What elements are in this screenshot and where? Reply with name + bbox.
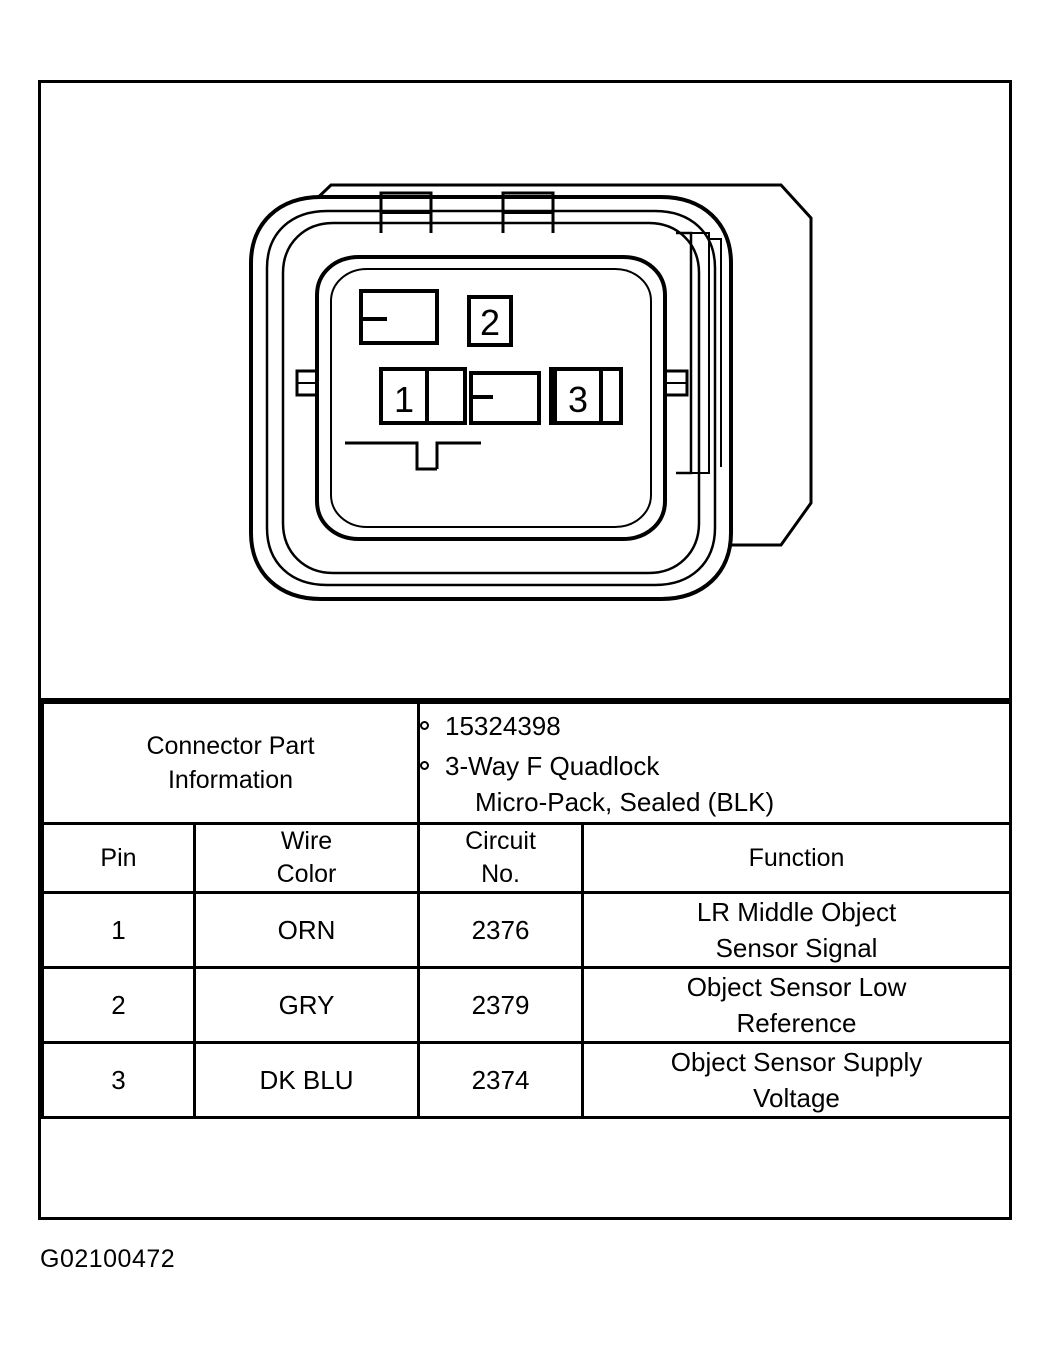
figure-id: G02100472 <box>40 1245 176 1273</box>
row-function-line1: LR Middle Object <box>696 897 897 927</box>
part-description-bullet <box>420 748 1009 820</box>
diagram-frame <box>38 80 1012 1220</box>
row-pin: 2 <box>43 968 195 1043</box>
header-wire-color <box>195 824 419 893</box>
row-function <box>583 968 1011 1043</box>
pin-callout-1: 1 <box>393 379 415 420</box>
table-row <box>43 968 1011 1043</box>
connector-part-information-label <box>43 703 419 824</box>
part-description-line2: Micro-Pack, Sealed (BLK) <box>475 787 775 817</box>
row-circuit-no: 2379 <box>419 968 583 1043</box>
row-pin: 1 <box>43 893 195 968</box>
row-circuit-no: 2376 <box>419 893 583 968</box>
part-number-bullet <box>420 708 1009 744</box>
part-description <box>445 748 1009 820</box>
connector-part-information-row <box>43 703 1011 824</box>
header-function: Function <box>583 824 1011 893</box>
header-wire-color-line1: Wire <box>280 827 333 855</box>
header-circuit-line2: No. <box>481 860 520 888</box>
cpi-label-line1: Connector Part <box>146 732 315 760</box>
row-wire-color: DK BLU <box>195 1043 419 1118</box>
header-circuit-line1: Circuit <box>465 827 536 855</box>
bullet-icon <box>420 721 429 730</box>
header-wire-color-line2: Color <box>276 860 337 888</box>
row-wire-color: ORN <box>195 893 419 968</box>
row-function-line1: Object Sensor Supply <box>670 1047 923 1077</box>
pin-callout-2: 2 <box>479 302 501 343</box>
row-function-line1: Object Sensor Low <box>686 972 907 1002</box>
row-wire-color: GRY <box>195 968 419 1043</box>
header-pin: Pin <box>43 824 195 893</box>
connector-drawing <box>221 173 841 633</box>
bullet-icon <box>420 761 429 770</box>
table-row <box>43 1043 1011 1118</box>
cpi-label-line2: Information <box>167 766 294 794</box>
row-function <box>583 1043 1011 1118</box>
row-function <box>583 893 1011 968</box>
row-function-line2: Voltage <box>753 1083 840 1113</box>
connector-part-information-values <box>419 703 1011 824</box>
pin-table-header-row <box>43 824 1011 893</box>
row-circuit-no: 2374 <box>419 1043 583 1118</box>
header-circuit-no <box>419 824 583 893</box>
row-function-line2: Sensor Signal <box>715 933 878 963</box>
part-number: 15324398 <box>445 711 561 741</box>
connector-illustration <box>41 83 1009 701</box>
part-description-line1: 3-Way F Quadlock <box>445 751 660 781</box>
table-row <box>43 893 1011 968</box>
connector-info-table <box>41 701 1012 1119</box>
row-pin: 3 <box>43 1043 195 1118</box>
pin-callout-3: 3 <box>567 379 589 420</box>
row-function-line2: Reference <box>736 1008 857 1038</box>
